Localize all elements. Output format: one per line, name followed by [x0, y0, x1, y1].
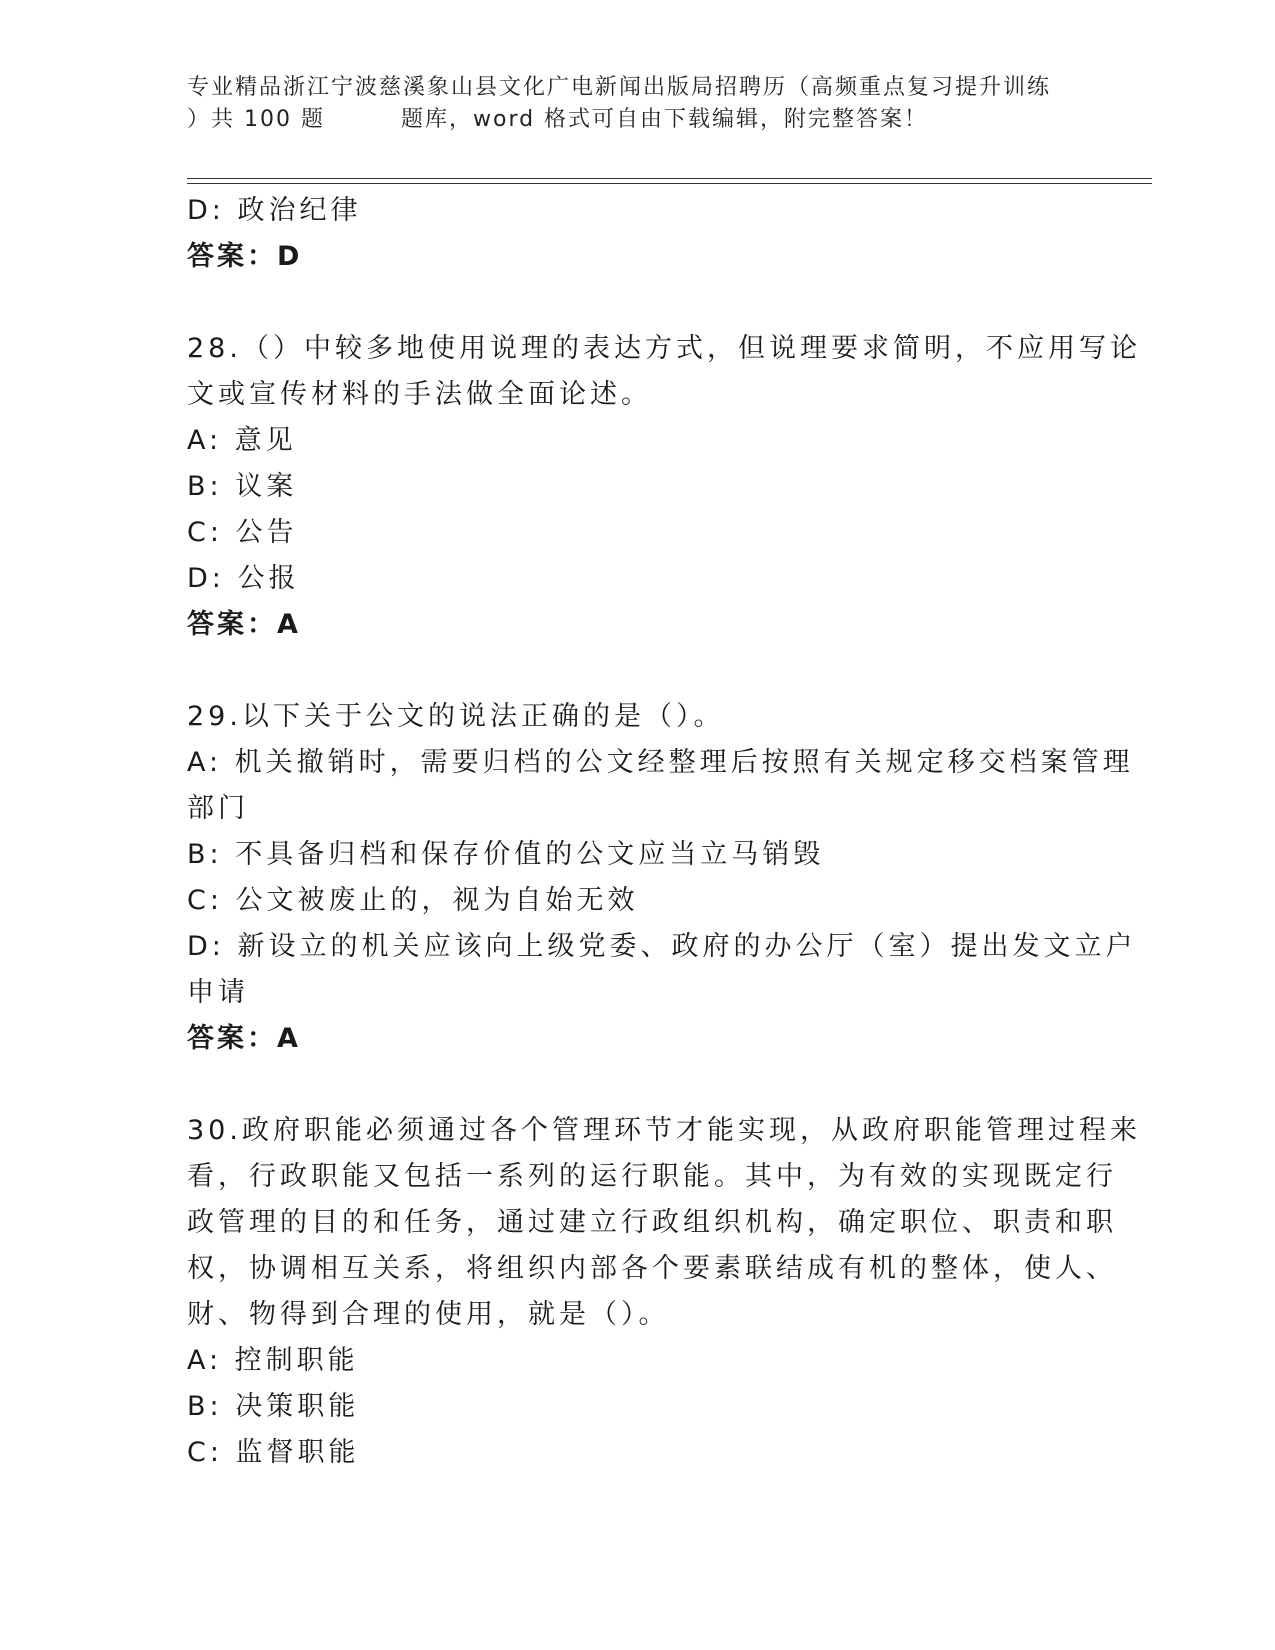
q29-option-b: B: 不具备归档和保存价值的公文应当立马销毁 — [187, 839, 825, 870]
header-divider-bottom — [187, 183, 1152, 184]
q27-answer: 答案：D — [187, 241, 303, 272]
q29-answer: 答案：A — [187, 1023, 301, 1054]
q29-option-a-line-1: A: 机关撤销时，需要归档的公文经整理后按照有关规定移交档案管理 — [187, 747, 1134, 778]
q29-stem-line-1: 29.以下关于公文的说法正确的是（）。 — [187, 701, 725, 732]
q27-option-d: D: 政治纪律 — [187, 195, 362, 226]
q29-option-c: C: 公文被废止的，视为自始无效 — [187, 885, 639, 916]
question-30 — [187, 1108, 1141, 1476]
header-line-2-part-2: 题库，word 格式可自由下载编辑，附完整答案！ — [400, 107, 929, 132]
q30-option-b: B: 决策职能 — [187, 1391, 360, 1422]
q29-option-d-line-2: 申请 — [187, 977, 249, 1008]
q30-stem-line-1: 30.政府职能必须通过各个管理环节才能实现，从政府职能管理过程来 — [187, 1115, 1141, 1146]
document-header — [187, 72, 1087, 136]
question-28 — [187, 326, 1141, 648]
question-spacer — [187, 648, 1067, 694]
q29-option-a-line-2: 部门 — [187, 793, 249, 824]
q28-stem-line-1: 28.（）中较多地使用说理的表达方式，但说理要求简明，不应用写论 — [187, 333, 1141, 364]
q30-option-c: C: 监督职能 — [187, 1437, 360, 1468]
q28-option-b: B: 议案 — [187, 471, 298, 502]
q30-stem-line-5: 财、物得到合理的使用，就是（）。 — [187, 1299, 670, 1330]
header-line-2 — [187, 104, 1087, 136]
header-divider-top — [187, 178, 1152, 179]
question-29 — [187, 694, 1137, 1062]
q30-stem-line-4: 权，协调相互关系，将组织内部各个要素联结成有机的整体，使人、 — [187, 1253, 1117, 1284]
question-spacer — [187, 1062, 1067, 1108]
q28-option-d: D: 公报 — [187, 563, 300, 594]
header-line-1: 专业精品浙江宁波慈溪象山县文化广电新闻出版局招聘历（高频重点复习提升训练 — [187, 75, 1052, 100]
q29-option-d-line-1: D: 新设立的机关应该向上级党委、政府的办公厅（室）提出发文立户 — [187, 931, 1137, 962]
question-spacer — [187, 280, 1067, 326]
q28-option-c: C: 公告 — [187, 517, 298, 548]
q28-option-a: A: 意见 — [187, 425, 297, 456]
q30-option-a: A: 控制职能 — [187, 1345, 359, 1376]
question-27-tail — [187, 188, 1067, 280]
document-body — [187, 188, 1141, 1476]
q30-stem-line-2: 看，行政职能又包括一系列的运行职能。其中，为有效的实现既定行 — [187, 1161, 1117, 1192]
header-line-2-part-1: ）共 100 题 — [187, 107, 325, 132]
q28-stem-line-2: 文或宣传材料的手法做全面论述。 — [187, 379, 652, 410]
q28-answer: 答案：A — [187, 609, 301, 640]
q30-stem-line-3: 政管理的目的和任务，通过建立行政组织机构，确定职位、职责和职 — [187, 1207, 1117, 1238]
